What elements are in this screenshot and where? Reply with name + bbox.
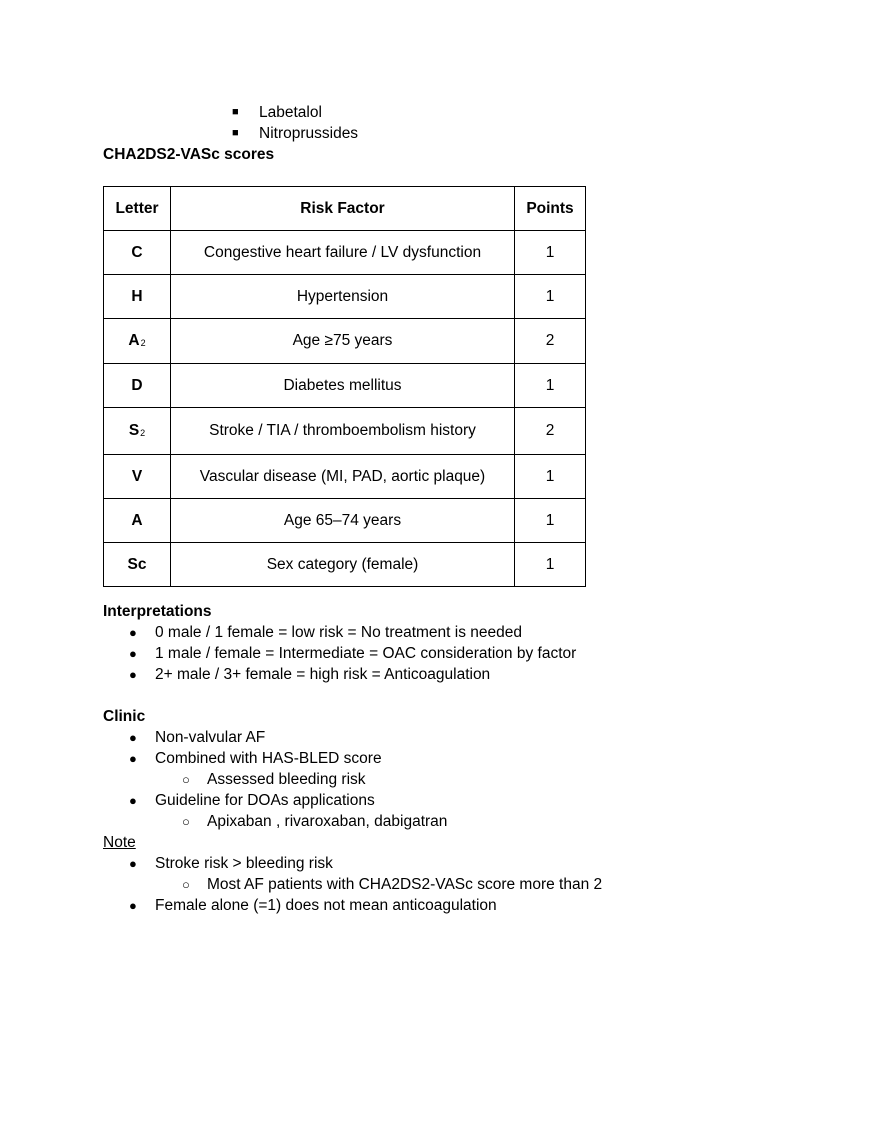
section-title: CHA2DS2-VASc scores	[103, 146, 275, 163]
row-points: 2	[515, 408, 586, 455]
row-points: 1	[515, 499, 586, 543]
table-header-row	[104, 187, 586, 231]
row-factor: Vascular disease (MI, PAD, aortic plaque)	[171, 455, 515, 499]
row-factor: Age 65–74 years	[171, 499, 515, 543]
table-row	[104, 364, 586, 408]
header-points: Points	[515, 187, 586, 231]
list-item-labetalol: ■ Labetalol	[259, 102, 322, 123]
row-letter	[104, 408, 171, 455]
table-row	[104, 231, 586, 275]
header-letter: Letter	[104, 187, 171, 231]
row-factor: Congestive heart failure / LV dysfunction	[171, 231, 515, 275]
row-letter-text: D	[131, 376, 143, 394]
row-letter	[104, 455, 171, 499]
table-row	[104, 275, 586, 319]
row-letter-text: S	[128, 422, 140, 439]
row-letter-text: C	[131, 243, 143, 261]
row-factor: Stroke / TIA / thromboembolism history	[171, 408, 515, 455]
clinic-heading: Clinic	[103, 708, 146, 725]
row-factor: Diabetes mellitus	[171, 364, 515, 408]
row-points: 1	[515, 543, 586, 587]
interpretation-item-low: ● 0 male / 1 female = low risk = No treatment is needed	[155, 622, 522, 643]
row-letter	[104, 499, 171, 543]
row-letter-text: A	[131, 511, 143, 529]
list-item-nitroprussides: ■ Nitroprussides	[259, 123, 358, 144]
clinic-item-guideline: ● Guideline for DOAs applications	[155, 790, 375, 811]
row-letter-text: V	[131, 467, 143, 485]
interpretation-item-intermediate: ● 1 male / female = Intermediate = OAC consideration by factor	[155, 643, 576, 664]
clinic-item-nonvalvular: ● Non-valvular AF	[155, 727, 265, 748]
interpretation-item-high: ● 2+ male / 3+ female = high risk = Anticoagulation	[155, 664, 490, 685]
row-letter	[104, 543, 171, 587]
table-row	[104, 455, 586, 499]
row-points: 1	[515, 231, 586, 275]
row-factor: Hypertension	[171, 275, 515, 319]
note-item-stroke-risk: ● Stroke risk > bleeding risk	[155, 853, 333, 874]
row-factor: Sex category (female)	[171, 543, 515, 587]
table-row	[104, 499, 586, 543]
row-letter	[104, 275, 171, 319]
row-points: 1	[515, 455, 586, 499]
note-subitem-af-patients: ○ Most AF patients with CHA2DS2-VASc score more than 2	[207, 874, 602, 895]
row-letter	[104, 231, 171, 275]
header-risk-factor: Risk Factor	[171, 187, 515, 231]
row-letter-subscript: 2	[140, 338, 146, 348]
interpretations-heading: Interpretations	[103, 603, 212, 620]
row-letter-text: A	[128, 332, 140, 349]
table-row	[104, 543, 586, 587]
clinic-subitem-bleeding-risk: ○ Assessed bleeding risk	[207, 769, 366, 790]
note-heading: Note	[103, 834, 136, 851]
row-letter-text: H	[131, 287, 143, 305]
row-factor: Age ≥75 years	[171, 319, 515, 364]
row-points: 2	[515, 319, 586, 364]
cha2ds2-vasc-table	[103, 186, 586, 587]
row-points: 1	[515, 275, 586, 319]
row-letter-subscript: 2	[140, 428, 146, 438]
clinic-item-has-bled: ● Combined with HAS-BLED score	[155, 748, 382, 769]
row-points: 1	[515, 364, 586, 408]
clinic-subitem-doacs: ○ Apixaban , rivaroxaban, dabigatran	[207, 811, 447, 832]
note-item-female-alone: ● Female alone (=1) does not mean anticoagulation	[155, 895, 497, 916]
table-row	[104, 408, 586, 455]
row-letter	[104, 364, 171, 408]
table-row	[104, 319, 586, 364]
row-letter	[104, 319, 171, 364]
row-letter-text: Sc	[127, 555, 147, 573]
